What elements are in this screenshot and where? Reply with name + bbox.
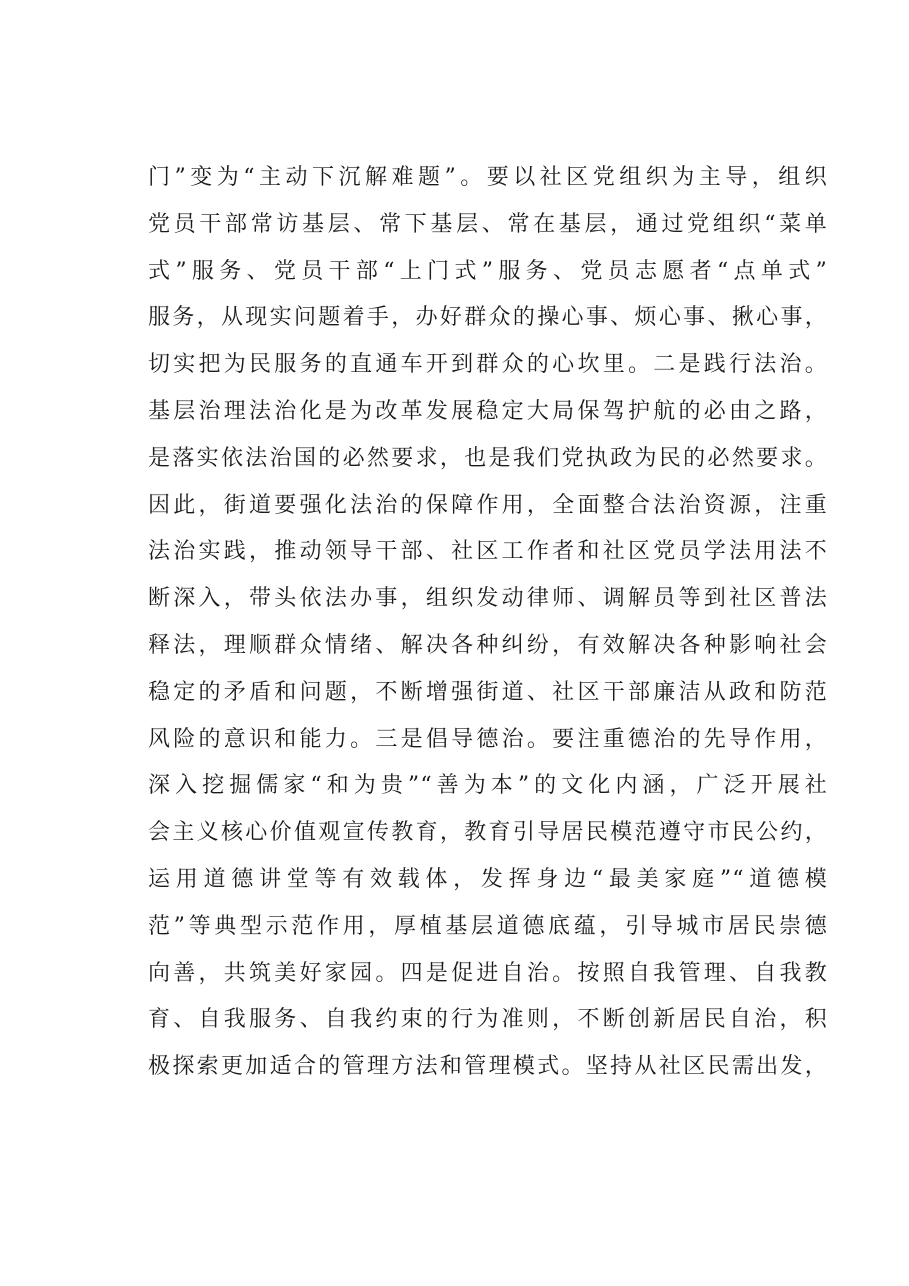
text-line: 释法，理顺群众情绪、解决各种纠纷，有效解决各种影响社会: [148, 632, 828, 658]
text-line: 基层治理法治化是为改革发展稳定大局保驾护航的必由之路，: [148, 398, 828, 424]
text-line: 稳定的矛盾和问题，不断增强街道、社区干部廉洁从政和防范: [148, 679, 828, 705]
text-line: 向善，共筑美好家园。四是促进自治。按照自我管理、自我教: [148, 960, 828, 986]
text-line: 断深入，带头依法办事，组织发动律师、调解员等到社区普法: [148, 586, 828, 612]
text-line: 式”服务、党员干部“上门式”服务、党员志愿者“点单式”: [148, 258, 828, 284]
text-line: 范”等典型示范作用，厚植基层道德底蕴，引导城市居民崇德: [148, 913, 828, 939]
text-line: 门”变为“主动下沉解难题”。要以社区党组织为主导，组织: [148, 165, 828, 190]
text-line: 法治实践，推动领导干部、社区工作者和社区党员学法用法不: [148, 539, 828, 565]
body-paragraph: [148, 155, 828, 1091]
text-line: 党员干部常访基层、常下基层、常在基层，通过党组织“菜单: [148, 211, 828, 237]
text-line: 服务，从现实问题着手，办好群众的操心事、烦心事、揪心事，: [148, 305, 828, 331]
text-line: 育、自我服务、自我约束的行为准则，不断创新居民自治，积: [148, 1007, 828, 1033]
text-line: 极探索更加适合的管理方法和管理模式。坚持从社区民需出发，: [148, 1054, 828, 1080]
text-line: 切实把为民服务的直通车开到群众的心坎里。二是践行法治。: [148, 352, 828, 378]
text-line: 运用道德讲堂等有效载体，发挥身边“最美家庭”“道德模: [148, 866, 828, 892]
text-line: 风险的意识和能力。三是倡导德治。要注重德治的先导作用，: [148, 726, 828, 752]
text-line: 会主义核心价值观宣传教育，教育引导居民模范遵守市民公约，: [148, 820, 828, 846]
text-line: 因此，街道要强化法治的保障作用，全面整合法治资源，注重: [148, 492, 828, 518]
text-line: 是落实依法治国的必然要求，也是我们党执政为民的必然要求。: [148, 445, 828, 471]
text-line: 深入挖掘儒家“和为贵”“善为本”的文化内涵，广泛开展社: [148, 773, 828, 799]
